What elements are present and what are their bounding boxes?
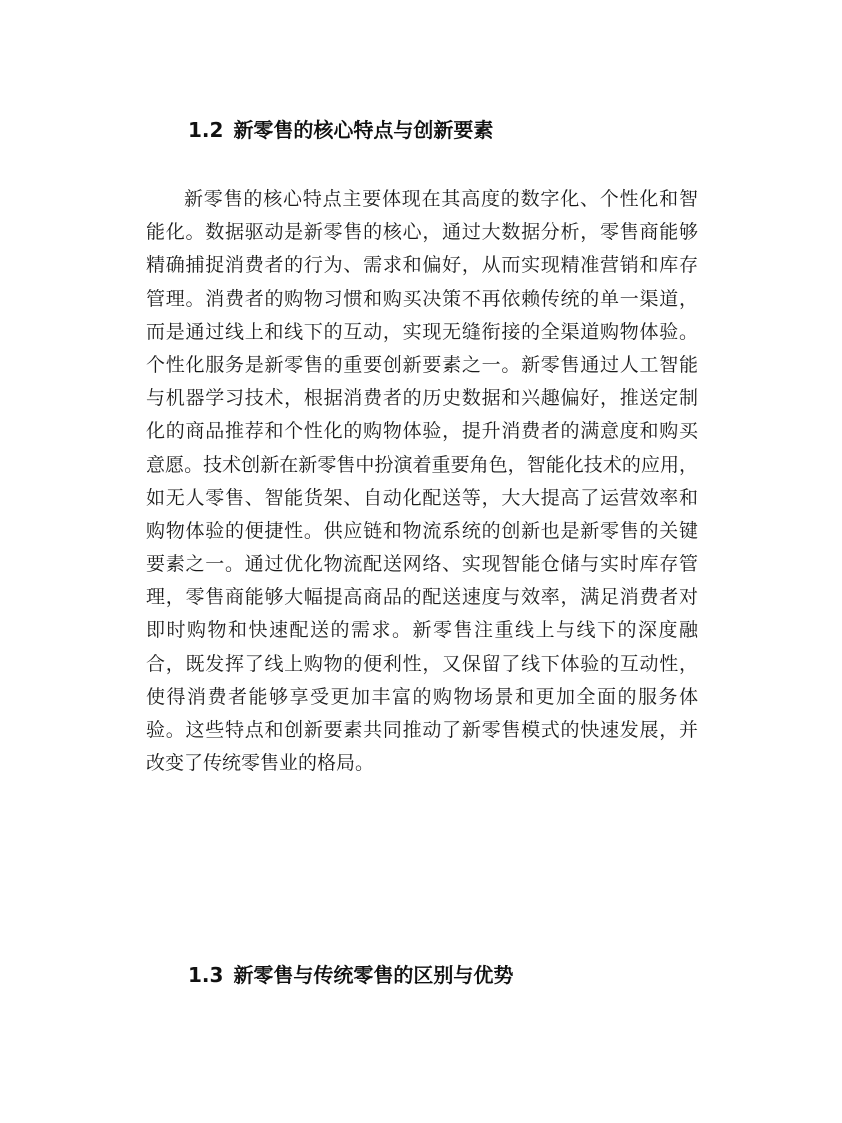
paragraph-line: 使得消费者能够享受更加丰富的购物场景和更加全面的服务体 — [146, 685, 698, 708]
paragraph-line: 要素之一。通过优化物流配送网络、实现智能仓储与实时库存管 — [146, 553, 698, 576]
paragraph-line: 新零售的核心特点主要体现在其高度的数字化、个性化和智 — [184, 188, 698, 210]
paragraph-line: 个性化服务是新零售的重要创新要素之一。新零售通过人工智能 — [146, 353, 698, 376]
paragraph-line: 购物体验的便捷性。供应链和物流系统的创新也是新零售的关键 — [146, 519, 698, 542]
paragraph-line: 意愿。技术创新在新零售中扮演着重要角色，智能化技术的应用， — [146, 453, 698, 476]
paragraph-line: 合，既发挥了线上购物的便利性，又保留了线下体验的互动性， — [146, 652, 698, 675]
paragraph-line: 化的商品推荐和个性化的购物体验，提升消费者的满意度和购买 — [146, 420, 698, 443]
paragraph-line: 精确捕捉消费者的行为、需求和偏好，从而实现精准营销和库存 — [146, 254, 698, 277]
paragraph-line: 能化。数据驱动是新零售的核心，通过大数据分析，零售商能够 — [146, 221, 698, 244]
section-heading-1-3 — [188, 961, 513, 989]
paragraph-line: 管理。消费者的购物习惯和购买决策不再依赖传统的单一渠道， — [146, 287, 698, 310]
paragraph-line: 验。这些特点和创新要素共同推动了新零售模式的快速发展，并 — [146, 719, 698, 741]
paragraph-line: 即时购物和快速配送的需求。新零售注重线上与线下的深度融 — [146, 619, 698, 642]
paragraph-line: 而是通过线上和线下的互动，实现无缝衔接的全渠道购物体验。 — [146, 320, 698, 343]
paragraph-line: 理，零售商能够大幅提高商品的配送速度与效率，满足消费者对 — [146, 586, 698, 609]
paragraph-line: 如无人零售、智能货架、自动化配送等，大大提高了运营效率和 — [146, 486, 698, 509]
section-1-2-paragraph — [146, 183, 698, 780]
section-number: 1.3 — [188, 963, 224, 987]
section-number: 1.2 — [188, 118, 224, 142]
section-heading-1-2 — [188, 116, 493, 144]
section-title: 新零售与传统零售的区别与优势 — [233, 963, 514, 987]
paragraph-line: 与机器学习技术，根据消费者的历史数据和兴趣偏好，推送定制 — [146, 387, 698, 410]
paragraph-line: 改变了传统零售业的格局。 — [146, 752, 375, 775]
section-title: 新零售的核心特点与创新要素 — [233, 118, 494, 142]
